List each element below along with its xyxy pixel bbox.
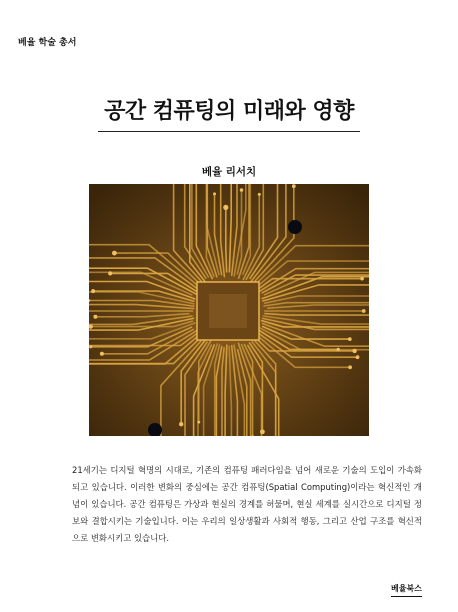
circuit-pad [352,349,356,353]
title-divider [98,131,360,132]
circuit-board-image [89,184,369,436]
circuit-pad [112,251,117,256]
circuit-pad [258,193,261,196]
circuit-pad [91,289,95,293]
circuit-pad [360,277,364,281]
circuit-trace [226,207,227,271]
circuit-pad [89,345,92,348]
circuit-pad [292,184,296,188]
circuit-pad [337,348,340,351]
circuit-pad [100,352,104,356]
book-title: 공간 컴퓨팅의 미래와 영향 [104,99,354,124]
circuit-pad [240,188,244,192]
circuit-pad [348,365,352,369]
series-label: 베율 학술 총서 [18,38,77,48]
intro-paragraph: 21세기는 디지털 혁명의 시대로, 기존의 컴퓨팅 패러다임을 넘어 새로운 기술의 도입이 가속화되고 있습니다. 이러한 변화의 중심에는 공간 컴퓨팅(Spatial Computing)이라는 혁신적인 개념이 있습니다. 공간 컴퓨팅은 가상과 현실의 경계를 허물며, 현실 세계를 실시간으로 디지털 정보와 결합시키는 기술입니다. 이는 우리의 일상생활과 사회적 행동, 그리고 산업 구조를 혁신적으로 변화시키고 있습니다. [72,465,422,543]
circuit-pad [179,422,183,426]
circuit-pad [197,421,200,424]
circuit-pad [260,429,265,434]
publisher: 베율북스 [391,583,422,597]
circuit-pad [108,271,112,275]
circuit-pad [213,192,216,195]
circuit-pad [362,309,366,313]
circuit-pad [348,337,352,341]
author: 베율 리서치 [201,166,257,178]
circuit-pad [93,315,97,319]
circuit-pad [356,355,360,359]
circuit-pad [223,205,228,210]
